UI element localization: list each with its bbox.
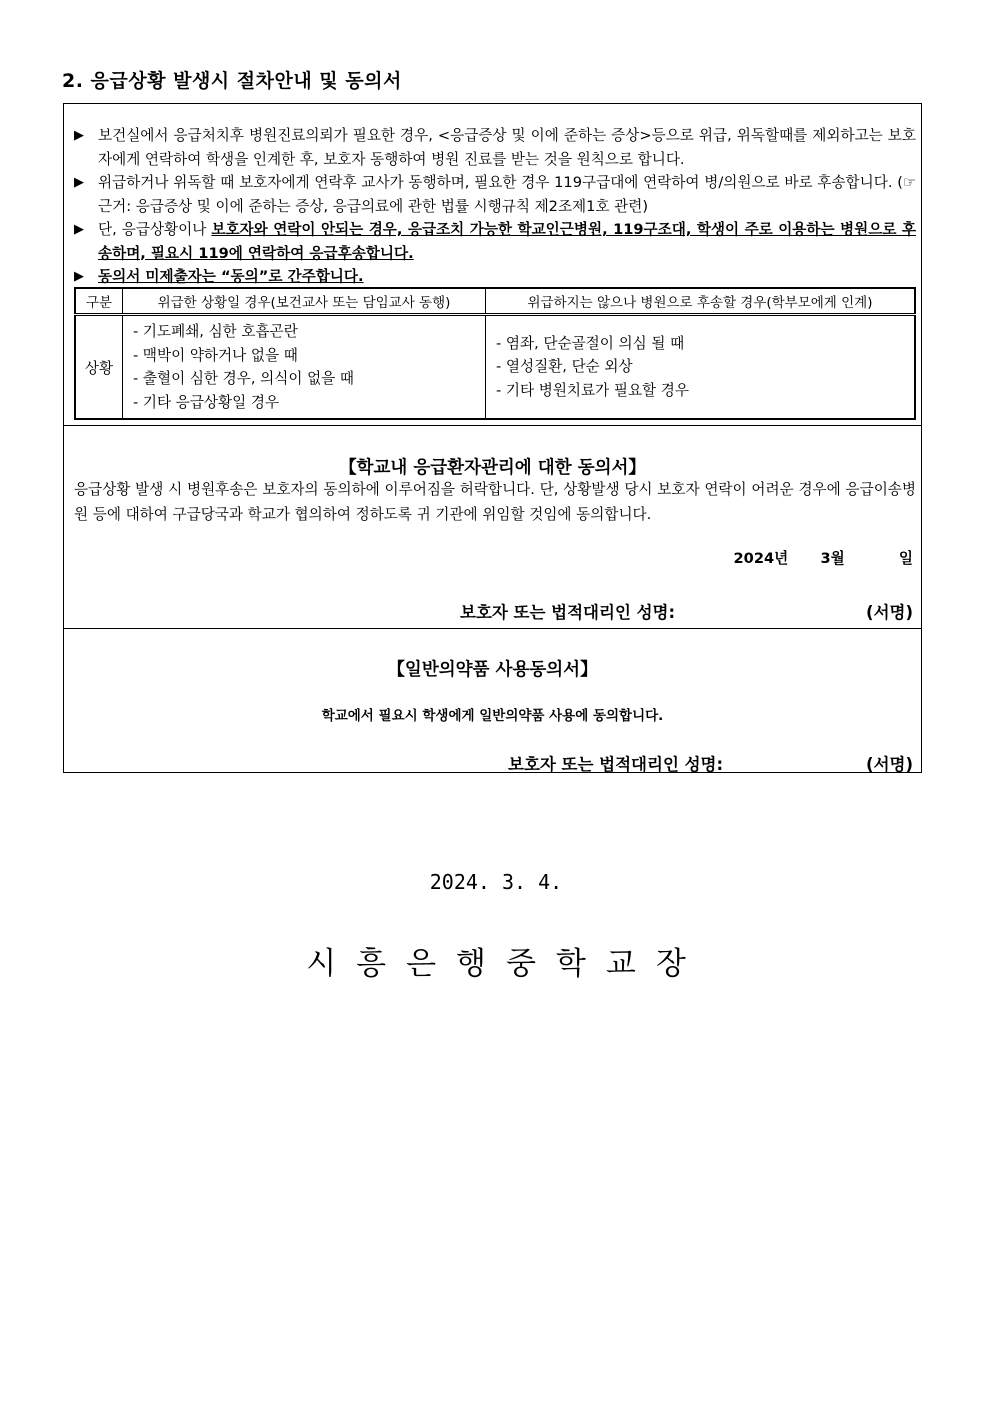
bullet-item xyxy=(74,265,916,289)
table-header-category: 구분 xyxy=(75,288,123,315)
bullet-text xyxy=(98,218,916,265)
bullet-text xyxy=(98,265,916,289)
medicine-consent-title: 【일반의약품 사용동의서】 xyxy=(387,660,598,680)
consent-month: 3월 xyxy=(820,550,845,567)
consent-date xyxy=(734,547,913,568)
situation-table xyxy=(74,287,916,420)
bullet-text-emphasis: 동의서 미제출자는 “동의”로 간주합니다. xyxy=(98,268,364,285)
emergency-consent-section xyxy=(64,426,921,629)
emergency-consent-text: 응급상황 발생 시 병원후송은 보호자의 동의하에 이루어짐을 허락합니다. 단, 상황발생 당시 보호자 연락이 어려운 경우에 응급이송병원 등에 대하여 구급당국과 학교가 협의하여 정하도록 귀 기관에 위임할 것임에 동의합니다. xyxy=(74,481,916,523)
bullet-text-emphasis: 보호자와 연락이 안되는 경우, 응급조치 가능한 학교인근병원, 119구조대, 학생이 주로 이용하는 병원으로 후송하며, 필요시 119에 연락하여 응급후송합니다. xyxy=(98,221,916,262)
list-item: - 기타 병원치료가 필요할 경우 xyxy=(496,381,689,399)
procedure-section xyxy=(64,104,921,426)
list-item: - 기도폐쇄, 심한 호흡곤란 xyxy=(133,323,298,340)
table-header-emergency: 위급한 상황일 경우(보건교사 또는 담임교사 동행) xyxy=(123,288,486,315)
table-row xyxy=(75,315,915,420)
signature-mark: (서명) xyxy=(866,755,913,774)
section-title: 2. 응급상황 발생시 절차안내 및 동의서 xyxy=(62,70,402,92)
signature-label: 보호자 또는 법적대리인 성명: xyxy=(460,603,676,622)
signature-label: 보호자 또는 법적대리인 성명: xyxy=(508,755,724,774)
bullet-text-plain: 단, 응급상황이나 xyxy=(98,221,212,238)
emergency-situations xyxy=(123,315,486,420)
triangle-bullet-icon: ▶ xyxy=(74,269,84,284)
medicine-consent-section xyxy=(64,629,921,774)
school-principal: 시흥은행중학교장 xyxy=(306,946,706,982)
list-item: - 기타 응급상황일 경우 xyxy=(133,393,280,411)
consent-day: 일 xyxy=(898,550,913,567)
bullet-text: 보건실에서 응급처치후 병원진료의뢰가 필요한 경우, <응급증상 및 이에 준하는 증상>등으로 위급, 위독할때를 제외하고는 보호자에게 연락하여 학생을 인계한 후, 보호자 동행하여 병원 진료를 받는 것을 원칙으로 합니다. xyxy=(98,127,916,168)
list-item: - 염좌, 단순골절이 의심 될 때 xyxy=(496,334,685,352)
triangle-bullet-icon: ▶ xyxy=(74,128,84,143)
bullet-item xyxy=(74,124,916,171)
bullet-item xyxy=(74,218,916,265)
list-item: - 맥박이 약하거나 없을 때 xyxy=(133,346,298,364)
emergency-consent-title: 【학교내 응급환자관리에 대한 동의서】 xyxy=(339,458,646,478)
table-header-non-emergency: 위급하지는 않으나 병원으로 후송할 경우(학부모에게 인계) xyxy=(486,288,916,315)
bullet-text: 위급하거나 위독할 때 보호자에게 연락후 교사가 동행하며, 필요한 경우 119구급대에 연락하여 병/의원으로 바로 후송합니다. (☞근거: 응급증상 및 이에 준하는 증상, 응급의료에 관한 법률 시행규칙 제2조제1호 관련) xyxy=(98,174,916,215)
document-date: 2024. 3. 4. xyxy=(429,870,563,894)
row-label: 상황 xyxy=(75,315,123,420)
table-header-row xyxy=(75,288,915,315)
medicine-consent-text: 학교에서 필요시 학생에게 일반의약품 사용에 동의합니다. xyxy=(321,708,664,724)
non-emergency-situations xyxy=(486,315,916,420)
triangle-bullet-icon: ▶ xyxy=(74,175,84,190)
signature-mark: (서명) xyxy=(866,603,913,622)
procedure-bullets xyxy=(74,124,916,289)
list-item: - 열성질환, 단순 외상 xyxy=(496,358,633,376)
consent-frame xyxy=(63,103,922,773)
list-item: - 출혈이 심한 경우, 의식이 없을 때 xyxy=(133,370,355,387)
triangle-bullet-icon: ▶ xyxy=(74,222,84,237)
consent-year: 2024년 xyxy=(733,550,789,567)
bullet-item xyxy=(74,171,916,218)
